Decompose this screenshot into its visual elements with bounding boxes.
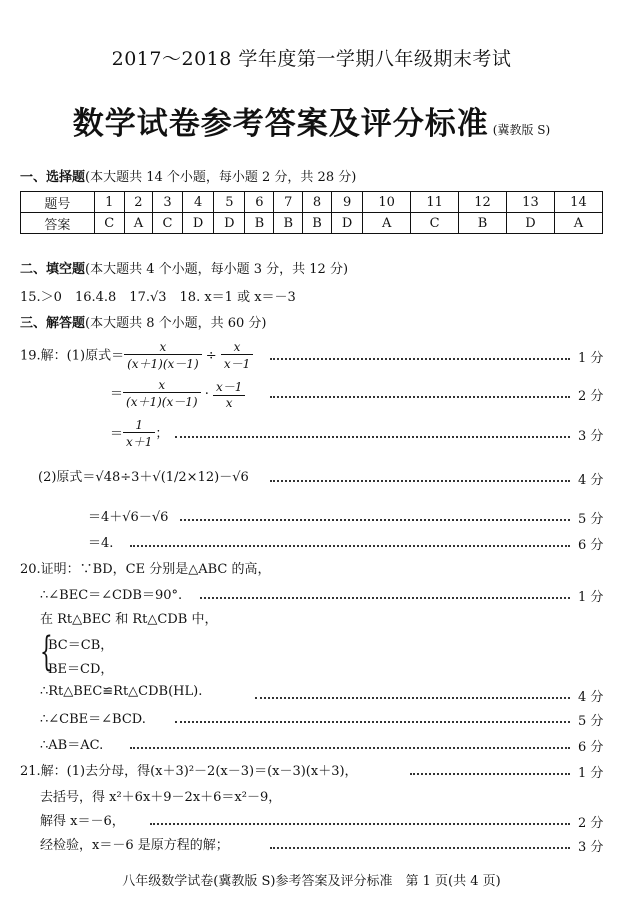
q19-line6: ＝4. <box>88 536 114 551</box>
dotted-leader <box>270 480 570 482</box>
dotted-leader <box>270 358 570 360</box>
dotted-leader <box>255 697 570 699</box>
denominator: (x＋1)(x－1) <box>127 357 199 371</box>
document-title <box>0 98 623 143</box>
score-label: 4 分 <box>578 690 604 705</box>
dotted-leader <box>200 597 570 599</box>
dotted-leader <box>270 847 570 849</box>
q20-line8: ∴AB＝AC. <box>40 738 104 753</box>
fraction <box>123 418 155 450</box>
q20-line3: 在 Rt△BEC 和 Rt△CDB 中， <box>40 612 218 627</box>
answer-cell: A <box>124 213 152 234</box>
question-number: 9 <box>331 192 362 213</box>
q21-line4: 经检验，x＝－6 是原方程的解； <box>40 838 229 853</box>
score-label: 2 分 <box>578 389 604 404</box>
score-label: 3 分 <box>578 840 604 855</box>
question-number: 14 <box>554 192 602 213</box>
fraction <box>124 340 202 372</box>
question-number: 3 <box>153 192 183 213</box>
q20-line6: ∴Rt△BEC≌Rt△CDB(HL). <box>40 684 203 699</box>
dotted-leader <box>130 545 570 547</box>
equals-sign: ＝ <box>110 386 124 402</box>
dotted-leader <box>270 396 570 398</box>
section-note: (本大题共 14 个小题，每小题 2 分，共 28 分) <box>85 170 357 185</box>
answer-cell: D <box>331 213 362 234</box>
question-number: 8 <box>303 192 332 213</box>
numerator: x <box>124 340 202 355</box>
section-fill-heading <box>20 258 348 277</box>
score-label: 5 分 <box>578 714 604 729</box>
question-number: 2 <box>124 192 152 213</box>
section-label: 二、填空题 <box>20 262 86 277</box>
answer-cell: D <box>182 213 213 234</box>
answer-cell: D <box>214 213 245 234</box>
denominator: x <box>225 396 233 410</box>
answer-row <box>21 213 603 234</box>
answer-cell: D <box>506 213 554 234</box>
answer-cell: A <box>554 213 602 234</box>
answer-cell: B <box>274 213 303 234</box>
denominator: x－1 <box>223 357 251 371</box>
q20-line2: ∴∠BEC＝∠CDB＝90°. <box>40 588 183 603</box>
q19-line4: (2)原式＝√48÷3＋√(1/2×12)－√6 <box>38 470 249 485</box>
numerator: x－1 <box>213 378 245 396</box>
q21-line3: 解得 x＝－6， <box>40 814 125 829</box>
question-number: 11 <box>411 192 459 213</box>
dotted-leader <box>175 436 570 438</box>
question-number: 12 <box>459 192 507 213</box>
question-number: 10 <box>363 192 411 213</box>
question-number: 5 <box>214 192 245 213</box>
numerator: 1 <box>123 418 155 433</box>
score-label: 5 分 <box>578 512 604 527</box>
answer-cell: C <box>153 213 183 234</box>
question-number: 6 <box>245 192 274 213</box>
score-label: 6 分 <box>578 740 604 755</box>
answer-cell: B <box>459 213 507 234</box>
answer-cell: A <box>363 213 411 234</box>
operator: ÷ <box>205 348 217 364</box>
q19-line1 <box>20 340 253 372</box>
score-label: 2 分 <box>578 816 604 831</box>
row-label: 答案 <box>21 213 95 234</box>
score-label: 3 分 <box>578 429 604 444</box>
score-label: 1 分 <box>578 351 604 366</box>
q19-line5: ＝4＋√6－√6 <box>88 510 169 525</box>
answer-cell: B <box>245 213 274 234</box>
question-number-row <box>21 192 603 213</box>
numerator: x <box>123 378 201 393</box>
question-number: 1 <box>94 192 124 213</box>
q19-line2 <box>110 378 245 410</box>
section-note: (本大题共 8 个小题，共 60 分) <box>85 316 267 331</box>
denominator: (x＋1)(x－1) <box>126 395 198 409</box>
q20-line7: ∴∠CBE＝∠BCD. <box>40 712 146 727</box>
section-choice-heading <box>20 166 356 185</box>
score-label: 1 分 <box>578 766 604 781</box>
section-note: (本大题共 4 个小题，每小题 3 分，共 12 分) <box>85 262 349 277</box>
score-label: 1 分 <box>578 590 604 605</box>
dotted-leader <box>175 721 570 723</box>
question-number: 7 <box>274 192 303 213</box>
q20-line5: BE＝CD， <box>48 662 114 677</box>
fill-answers: 15.＞0 16.4.8 17.√3 18. x＝1 或 x＝－3 <box>20 290 296 305</box>
row-label: 题号 <box>21 192 95 213</box>
answer-table <box>20 191 603 234</box>
denominator: x＋1 <box>126 435 153 449</box>
section-solve-heading <box>20 312 267 331</box>
fraction <box>213 378 245 410</box>
system-brace: { <box>40 629 53 675</box>
exam-header: 2017～2018 学年度第一学期八年级期末考试 <box>111 48 512 70</box>
fraction <box>221 340 253 372</box>
dotted-leader <box>150 823 570 825</box>
section-label: 一、选择题 <box>20 170 86 185</box>
q20-line1: 20.证明：∵BD，CE 分别是△ABC 的高， <box>20 562 271 577</box>
dotted-leader <box>410 773 570 775</box>
q19-prefix: 19.解：(1)原式＝ <box>20 348 125 364</box>
answer-cell: C <box>94 213 124 234</box>
page-footer: 八年级数学试卷(冀教版 S)参考答案及评分标准 第 1 页(共 4 页) <box>122 874 501 889</box>
question-number: 13 <box>506 192 554 213</box>
equals-sign: ＝ <box>110 426 124 442</box>
dotted-leader <box>180 519 570 521</box>
numerator: x <box>221 340 253 355</box>
fraction <box>123 378 201 410</box>
question-number: 4 <box>182 192 213 213</box>
edition-label: (冀教版 S) <box>492 123 551 137</box>
score-label: 6 分 <box>578 538 604 553</box>
dotted-leader <box>130 747 570 749</box>
q21-line2: 去括号，得 x²＋6x＋9－2x＋6＝x²－9， <box>40 790 282 805</box>
q20-line4: BC＝CB， <box>48 638 114 653</box>
title-text: 数学试卷参考答案及评分标准 <box>72 106 489 142</box>
q21-line1: 21.解：(1)去分母，得(x＋3)²－2(x－3)＝(x－3)(x＋3)， <box>20 764 358 779</box>
operator: · <box>204 386 209 402</box>
section-label: 三、解答题 <box>20 316 86 331</box>
punctuation: ； <box>155 426 169 442</box>
answer-cell: B <box>303 213 332 234</box>
answer-cell: C <box>411 213 459 234</box>
q19-line3 <box>110 418 168 450</box>
score-label: 4 分 <box>578 473 604 488</box>
